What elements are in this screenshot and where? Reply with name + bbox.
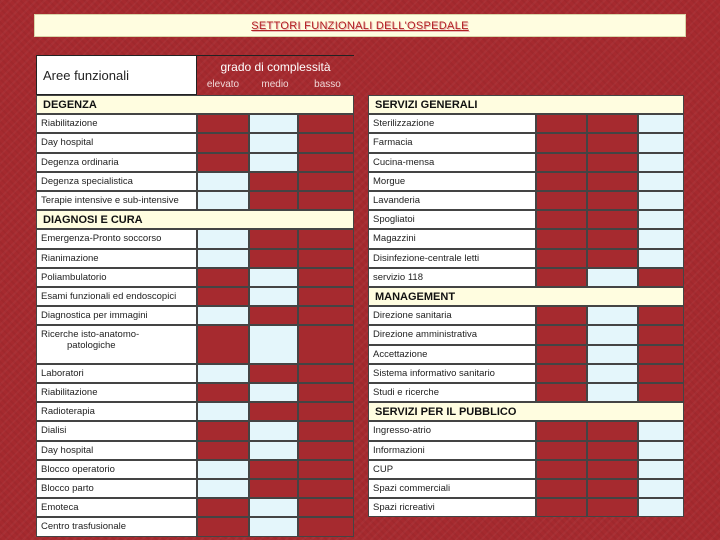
row-label: Riabilitazione [36, 114, 197, 133]
level-cell-elevato [536, 229, 587, 248]
level-cell-elevato [536, 498, 587, 517]
row-label: Ricerche isto-anatomo- patologiche [36, 325, 197, 363]
level-cell-medio [587, 325, 638, 344]
table-row [36, 460, 354, 479]
level-cell-basso [638, 306, 684, 325]
row-label: Laboratori [36, 364, 197, 383]
level-cell-basso [298, 191, 354, 210]
level-cell-basso [638, 229, 684, 248]
level-cell-basso [298, 114, 354, 133]
level-cell-elevato [197, 306, 249, 325]
level-cell-medio [587, 345, 638, 364]
level-cell-medio [587, 421, 638, 440]
level-cell-basso [298, 364, 354, 383]
level-cell-basso [298, 383, 354, 402]
level-cell-elevato [536, 479, 587, 498]
level-cell-elevato [536, 441, 587, 460]
page-title: SETTORI FUNZIONALI DELL'OSPEDALE [251, 19, 469, 32]
row-label: Sistema informativo sanitario [368, 364, 536, 383]
level-cell-elevato [197, 383, 249, 402]
level-cell-medio [587, 460, 638, 479]
table-row [368, 210, 684, 229]
row-label: Degenza specialistica [36, 172, 197, 191]
level-cell-basso [638, 249, 684, 268]
table-row [36, 421, 354, 440]
level-cell-basso [298, 172, 354, 191]
table-row [36, 383, 354, 402]
level-cell-basso [298, 460, 354, 479]
table-row [368, 114, 684, 133]
level-cell-elevato [197, 402, 249, 421]
row-label: Terapie intensive e sub-intensive [36, 191, 197, 210]
row-label: Day hospital [36, 133, 197, 152]
table-row [368, 133, 684, 152]
level-cell-elevato [536, 191, 587, 210]
level-cell-medio [249, 249, 298, 268]
table-row [36, 498, 354, 517]
level-cell-elevato [536, 345, 587, 364]
level-cell-elevato [197, 479, 249, 498]
table-row [368, 191, 684, 210]
table-row [36, 172, 354, 191]
table-row [36, 191, 354, 210]
row-label: Lavanderia [368, 191, 536, 210]
level-cell-basso [298, 268, 354, 287]
level-cell-basso [638, 460, 684, 479]
level-cell-basso [638, 114, 684, 133]
level-cell-basso [638, 133, 684, 152]
row-label: Blocco operatorio [36, 460, 197, 479]
row-label: Degenza ordinaria [36, 153, 197, 172]
row-label: Ingresso-atrio [368, 421, 536, 440]
level-cell-elevato [197, 421, 249, 440]
level-cell-basso [638, 153, 684, 172]
level-cell-elevato [536, 306, 587, 325]
row-label: Esami funzionali ed endoscopici [36, 287, 197, 306]
level-cell-medio [249, 479, 298, 498]
table-row [36, 133, 354, 152]
section-header: DIAGNOSI E CURA [36, 210, 354, 229]
level-cell-basso [638, 364, 684, 383]
table-row [36, 364, 354, 383]
level-cell-elevato [197, 287, 249, 306]
level-cell-elevato [197, 498, 249, 517]
row-label: CUP [368, 460, 536, 479]
level-cell-basso [298, 517, 354, 536]
table-row [368, 229, 684, 248]
level-cell-elevato [197, 460, 249, 479]
aree-funzionali-label: Aree funzionali [36, 55, 197, 95]
level-cell-medio [587, 229, 638, 248]
row-label: Sterilizzazione [368, 114, 536, 133]
level-cell-medio [587, 441, 638, 460]
row-label: Accettazione [368, 345, 536, 364]
level-cell-elevato [197, 249, 249, 268]
level-cell-basso [298, 133, 354, 152]
level-cell-basso [638, 479, 684, 498]
level-cell-medio [249, 498, 298, 517]
level-cell-elevato [197, 268, 249, 287]
row-label: Centro trasfusionale [36, 517, 197, 536]
row-label: Blocco parto [36, 479, 197, 498]
table-row [36, 402, 354, 421]
row-label: Magazzini [368, 229, 536, 248]
table-row [368, 249, 684, 268]
level-cell-elevato [536, 153, 587, 172]
row-label: Disinfezione-centrale letti [368, 249, 536, 268]
grado-header [197, 55, 354, 95]
row-label: Farmacia [368, 133, 536, 152]
level-cell-basso [298, 402, 354, 421]
level-cell-basso [298, 441, 354, 460]
section-header: MANAGEMENT [368, 287, 684, 306]
level-cell-elevato [197, 153, 249, 172]
section-header: DEGENZA [36, 95, 354, 114]
table-row [36, 249, 354, 268]
level-elevato-label: elevato [206, 79, 240, 90]
table-row [368, 268, 684, 287]
level-cell-medio [249, 364, 298, 383]
level-cell-medio [249, 191, 298, 210]
section-header: SERVIZI GENERALI [368, 95, 684, 114]
table-row [36, 441, 354, 460]
level-cell-medio [249, 441, 298, 460]
level-cell-medio [587, 114, 638, 133]
level-cell-basso [638, 191, 684, 210]
level-cell-elevato [197, 325, 249, 363]
level-cell-medio [249, 114, 298, 133]
level-cell-medio [587, 172, 638, 191]
row-label: Riabilitazione [36, 383, 197, 402]
level-cell-elevato [536, 172, 587, 191]
level-cell-medio [249, 153, 298, 172]
level-cell-elevato [536, 249, 587, 268]
table-row [36, 114, 354, 133]
level-cell-medio [587, 498, 638, 517]
level-cell-elevato [536, 421, 587, 440]
table-row [36, 287, 354, 306]
level-cell-medio [587, 249, 638, 268]
table-row [368, 421, 684, 440]
level-cell-elevato [536, 268, 587, 287]
section-header: SERVIZI PER IL PUBBLICO [368, 402, 684, 421]
level-cell-medio [249, 517, 298, 536]
level-cell-basso [638, 268, 684, 287]
table-row [368, 498, 684, 517]
level-cell-medio [249, 287, 298, 306]
table-row [368, 383, 684, 402]
level-cell-medio [587, 268, 638, 287]
level-cell-medio [249, 229, 298, 248]
level-cell-medio [249, 421, 298, 440]
table-row [368, 364, 684, 383]
level-cell-basso [638, 383, 684, 402]
row-label: Emoteca [36, 498, 197, 517]
level-cell-basso [638, 172, 684, 191]
level-medio-label: medio [261, 79, 289, 90]
table-row [368, 441, 684, 460]
level-cell-basso [298, 479, 354, 498]
level-cell-elevato [197, 172, 249, 191]
level-cell-medio [249, 460, 298, 479]
level-cell-basso [298, 153, 354, 172]
level-cell-medio [587, 479, 638, 498]
level-cell-basso [298, 421, 354, 440]
level-cell-basso [298, 229, 354, 248]
level-cell-medio [249, 306, 298, 325]
level-cell-medio [249, 325, 298, 363]
row-label: Spazi commerciali [368, 479, 536, 498]
level-cell-elevato [197, 364, 249, 383]
row-label: Day hospital [36, 441, 197, 460]
table-row [368, 172, 684, 191]
row-label: Diagnostica per immagini [36, 306, 197, 325]
row-label: Informazioni [368, 441, 536, 460]
row-label: Direzione sanitaria [368, 306, 536, 325]
level-cell-medio [587, 191, 638, 210]
row-label: Studi e ricerche [368, 383, 536, 402]
row-label: servizio 118 [368, 268, 536, 287]
table-row [36, 268, 354, 287]
level-cell-elevato [536, 383, 587, 402]
table-row [36, 306, 354, 325]
row-label: Rianimazione [36, 249, 197, 268]
level-cell-elevato [536, 210, 587, 229]
level-cell-medio [249, 172, 298, 191]
level-cell-basso [638, 421, 684, 440]
table-row [36, 479, 354, 498]
level-cell-medio [587, 153, 638, 172]
row-label: Emergenza-Pronto soccorso [36, 229, 197, 248]
table-row [368, 325, 684, 344]
level-cell-medio [587, 210, 638, 229]
row-label: Radioterapia [36, 402, 197, 421]
level-cell-elevato [197, 441, 249, 460]
level-cell-elevato [197, 517, 249, 536]
table-row [36, 229, 354, 248]
level-cell-elevato [536, 364, 587, 383]
level-cell-elevato [197, 114, 249, 133]
level-cell-basso [298, 287, 354, 306]
table-row [36, 517, 354, 536]
level-cell-medio [587, 306, 638, 325]
row-label: Spazi ricreativi [368, 498, 536, 517]
table-row [36, 153, 354, 172]
table-row [368, 460, 684, 479]
level-cell-medio [587, 364, 638, 383]
level-cell-basso [638, 498, 684, 517]
table-row [368, 153, 684, 172]
level-cell-elevato [536, 114, 587, 133]
level-cell-basso [638, 345, 684, 364]
table-row [36, 325, 354, 363]
level-cell-elevato [536, 133, 587, 152]
table-row [368, 479, 684, 498]
level-cell-medio [249, 402, 298, 421]
row-label: Spogliatoi [368, 210, 536, 229]
level-cell-basso [638, 441, 684, 460]
level-cell-medio [249, 133, 298, 152]
level-cell-elevato [536, 460, 587, 479]
level-cell-elevato [197, 133, 249, 152]
level-cell-basso [298, 306, 354, 325]
level-basso-label: basso [314, 79, 341, 90]
row-label: Cucina-mensa [368, 153, 536, 172]
row-label: Dialisi [36, 421, 197, 440]
level-cell-elevato [197, 191, 249, 210]
level-cell-elevato [197, 229, 249, 248]
level-cell-medio [587, 133, 638, 152]
row-label: Poliambulatorio [36, 268, 197, 287]
row-label: Direzione amministrativa [368, 325, 536, 344]
table-row [368, 306, 684, 325]
level-cell-elevato [536, 325, 587, 344]
level-cell-medio [587, 383, 638, 402]
level-cell-basso [638, 210, 684, 229]
level-cell-basso [298, 498, 354, 517]
row-label: Morgue [368, 172, 536, 191]
table-row [368, 345, 684, 364]
level-cell-basso [298, 325, 354, 363]
grado-title: grado di complessità [220, 60, 331, 74]
title-bar [34, 14, 686, 37]
level-cell-basso [298, 249, 354, 268]
level-cell-basso [638, 325, 684, 344]
level-cell-medio [249, 268, 298, 287]
level-cell-medio [249, 383, 298, 402]
